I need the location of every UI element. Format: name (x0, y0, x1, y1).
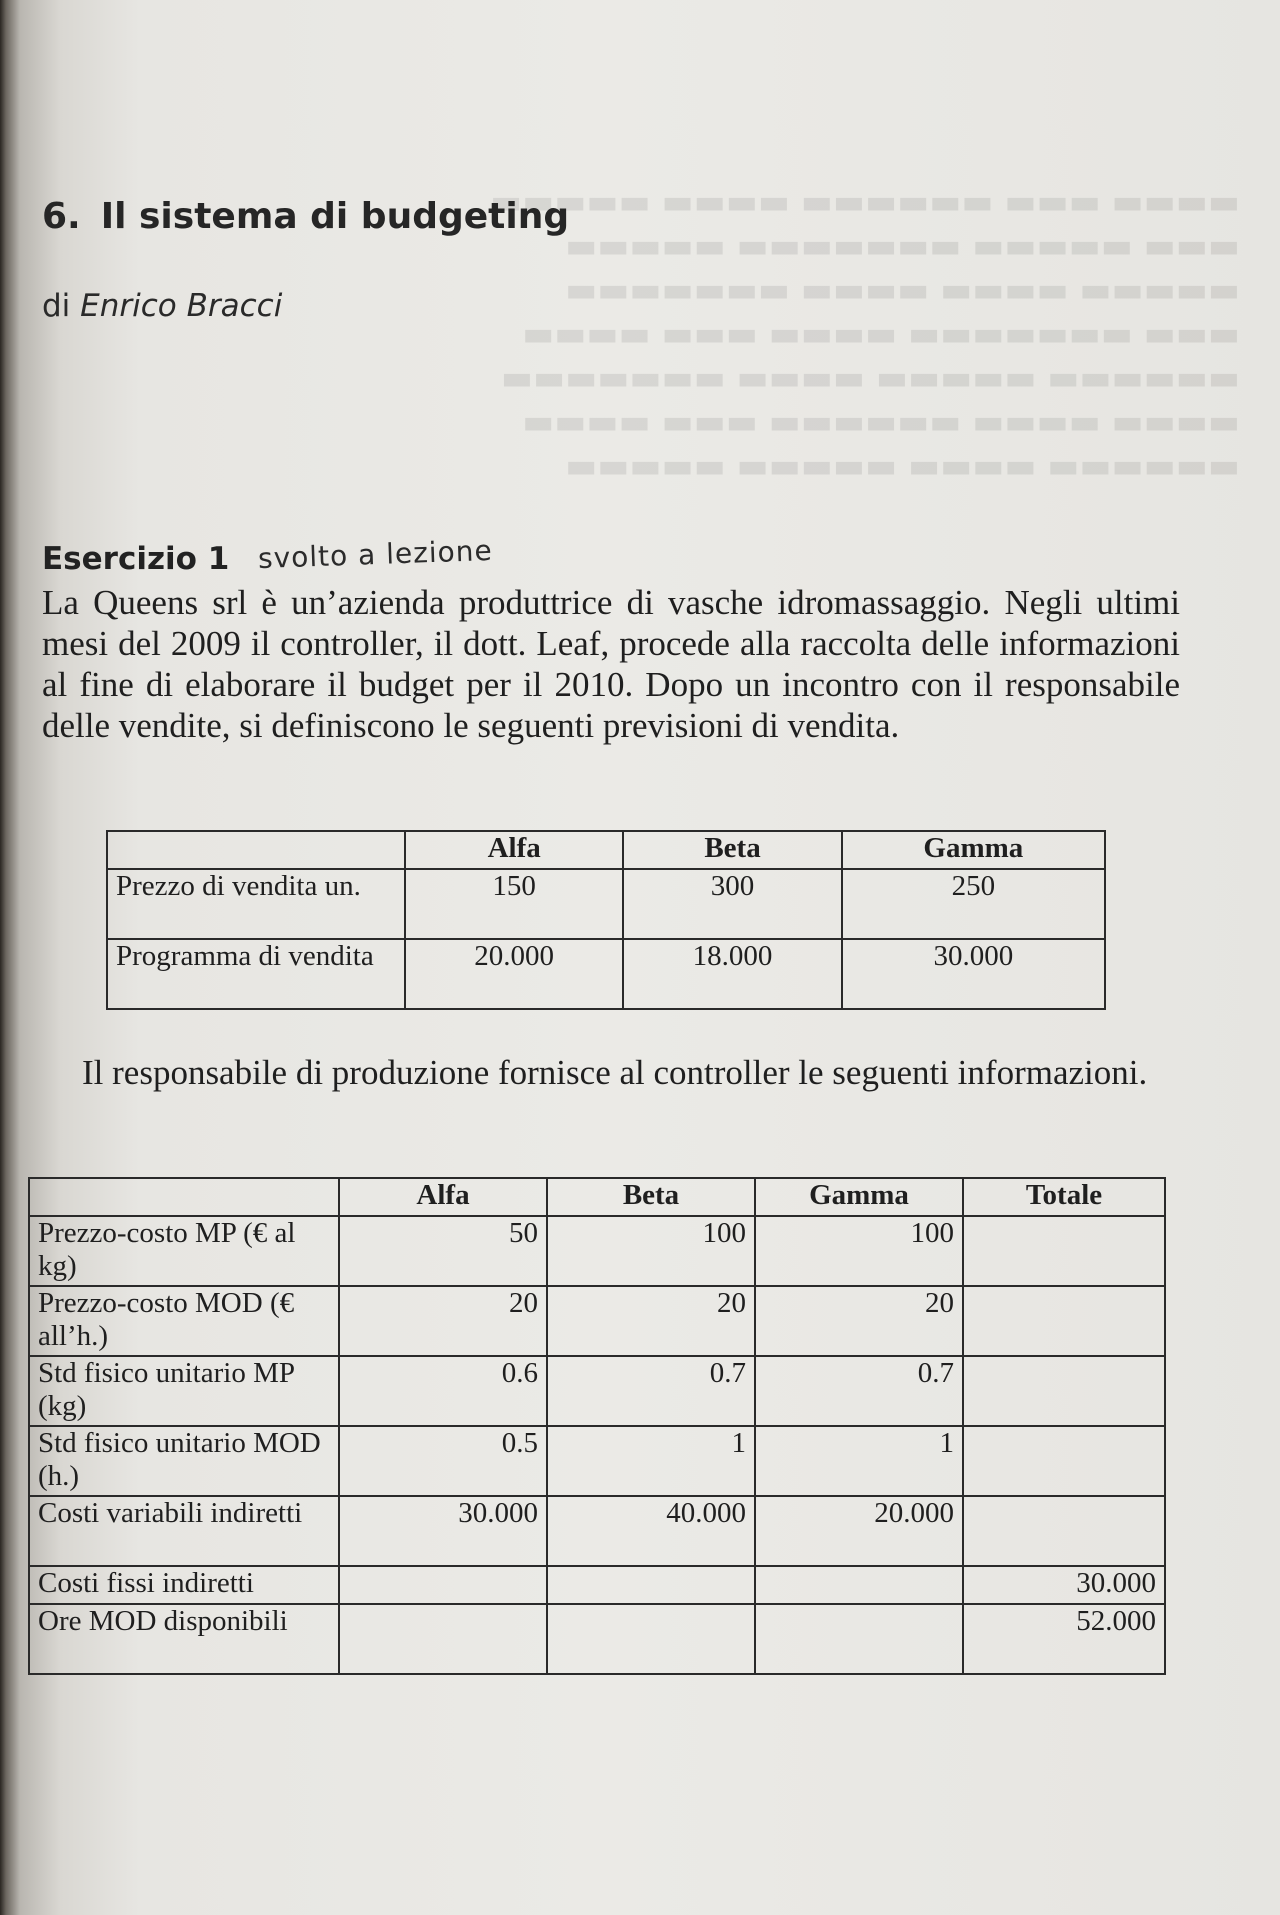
table-row (29, 1216, 1165, 1286)
production-data-table (28, 1177, 1166, 1675)
table-cell: 20 (339, 1286, 547, 1356)
sales-forecast-table (106, 830, 1106, 1010)
table-cell (547, 1566, 755, 1604)
table-cell: 0.7 (755, 1356, 963, 1426)
table-cell: 18.000 (623, 939, 841, 1009)
table-cell: 20 (547, 1286, 755, 1356)
row-label: Ore MOD disponibili (29, 1604, 339, 1674)
row-label: Programma di vendita (107, 939, 405, 1009)
table-corner-cell (29, 1178, 339, 1216)
row-label: Std fisico unitario MP (kg) (29, 1356, 339, 1426)
table-cell (755, 1604, 963, 1674)
table-header-row (29, 1178, 1165, 1216)
table-cell: 250 (842, 869, 1105, 939)
table-cell: 20.000 (755, 1496, 963, 1566)
column-header: Alfa (339, 1178, 547, 1216)
column-header: Beta (547, 1178, 755, 1216)
table-cell: 1 (547, 1426, 755, 1496)
intro-paragraph: La Queens srl è un’azienda produttrice di vasche idromassaggio. Negli ultimi mesi del 2009 il controller, il dott. Leaf, procede alla raccolta delle informazioni al fine di elaborare il budget per il 2010. Dopo un incontro con il responsabile delle vendite, si definiscono le seguenti previsioni di vendita. (42, 583, 1180, 745)
author-name: Enrico Bracci (80, 288, 283, 324)
column-header: Beta (623, 831, 841, 869)
table-cell (339, 1566, 547, 1604)
table-cell: 20.000 (405, 939, 623, 1009)
chapter-number: 6. (42, 196, 81, 237)
column-header: Gamma (755, 1178, 963, 1216)
table-cell (339, 1604, 547, 1674)
author-prefix: di (42, 288, 71, 324)
table-cell (547, 1604, 755, 1674)
table-cell: 50 (339, 1216, 547, 1286)
table-cell (755, 1566, 963, 1604)
production-paragraph: Il responsabile di produzione fornisce al controller le seguenti informazioni. (82, 1053, 1148, 1092)
table-cell: 0.6 (339, 1356, 547, 1426)
table-cell: 40.000 (547, 1496, 755, 1566)
table-row (107, 939, 1105, 1009)
show-through-text: ▬▬▬▬ ▬▬▬ ▬▬▬▬▬▬ ▬▬▬▬ ▬▬▬▬▬ ▬▬▬ ▬▬▬▬▬ ▬▬▬▬▬▬▬ ▬▬▬▬▬ ▬▬▬▬▬ ▬▬▬▬ ▬▬▬▬ ▬▬▬▬▬▬▬ ▬▬▬ ▬▬▬▬▬▬▬ ▬▬▬▬ ▬▬▬ ▬▬▬▬ ▬▬▬▬▬▬ ▬▬▬▬▬ ▬▬▬▬ ▬▬▬▬▬▬▬ ▬▬▬▬ ▬▬▬▬ ▬▬▬▬▬▬ ▬▬▬ ▬▬▬▬ ▬▬▬▬▬▬ ▬▬▬▬ ▬▬▬▬▬ ▬▬▬▬▬ (490, 182, 1240, 486)
table-cell: 0.5 (339, 1426, 547, 1496)
table-corner-cell (107, 831, 405, 869)
exercise-title: Esercizio 1 (42, 541, 230, 577)
table-cell: 30.000 (963, 1566, 1165, 1604)
row-label: Prezzo-costo MOD (€ all’h.) (29, 1286, 339, 1356)
table-row (29, 1604, 1165, 1674)
row-label: Prezzo di vendita un. (107, 869, 405, 939)
table-cell: 30.000 (339, 1496, 547, 1566)
row-label: Std fisico unitario MOD (h.) (29, 1426, 339, 1496)
chapter-heading (42, 196, 569, 237)
table-cell (963, 1286, 1165, 1356)
table-row (29, 1496, 1165, 1566)
table-cell: 30.000 (842, 939, 1105, 1009)
table-cell: 1 (755, 1426, 963, 1496)
table-row (29, 1426, 1165, 1496)
column-header: Gamma (842, 831, 1105, 869)
table-cell: 300 (623, 869, 841, 939)
chapter-title: Il sistema di budgeting (100, 196, 570, 237)
row-label: Costi variabili indiretti (29, 1496, 339, 1566)
table-row (107, 869, 1105, 939)
row-label: Costi fissi indiretti (29, 1566, 339, 1604)
table-cell (963, 1356, 1165, 1426)
table-cell (963, 1496, 1165, 1566)
table-cell: 0.7 (547, 1356, 755, 1426)
row-label: Prezzo-costo MP (€ al kg) (29, 1216, 339, 1286)
table-row (29, 1286, 1165, 1356)
handwritten-note: svolto a lezione (257, 533, 494, 576)
table-cell: 20 (755, 1286, 963, 1356)
table-row (29, 1566, 1165, 1604)
column-header: Totale (963, 1178, 1165, 1216)
table-cell: 52.000 (963, 1604, 1165, 1674)
table-cell (963, 1216, 1165, 1286)
table-cell: 100 (755, 1216, 963, 1286)
table-header-row (107, 831, 1105, 869)
table-cell: 150 (405, 869, 623, 939)
author-line (42, 288, 282, 324)
table-cell (963, 1426, 1165, 1496)
table-cell: 100 (547, 1216, 755, 1286)
column-header: Alfa (405, 831, 623, 869)
table-row (29, 1356, 1165, 1426)
